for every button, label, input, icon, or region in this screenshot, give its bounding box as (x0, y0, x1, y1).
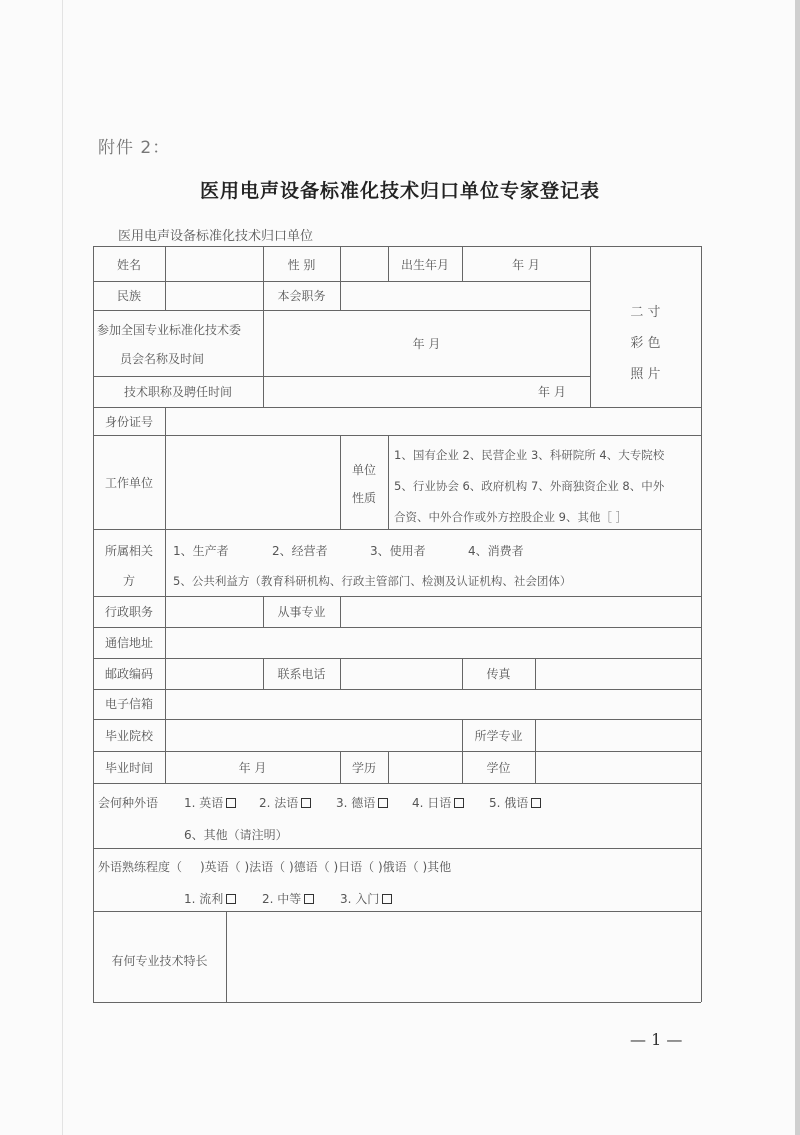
german-checkbox[interactable] (378, 798, 388, 808)
graduation-time-value: 年 月 (238, 761, 267, 775)
unit-nature-options-line2: 5、行业协会 6、政府机构 7、外商独资企业 8、中外 (394, 479, 665, 493)
level-beginner (340, 892, 392, 906)
committee-label-line1: 参加全国专业标准化技术委 (97, 323, 242, 337)
language-german-text: 3. 德语 (336, 796, 376, 810)
page-number: — 1 — (630, 1030, 683, 1049)
language-japanese (412, 796, 464, 810)
organization-name: 医用电声设备标准化技术归口单位 (118, 229, 314, 244)
degree-label: 学位 (486, 761, 511, 775)
committee-label-line2: 员会名称及时间 (120, 352, 205, 366)
grid-line (93, 719, 701, 720)
tech-title-label: 技术职称及聘任时间 (123, 385, 232, 399)
language-other: 6、其他（请注明） (184, 828, 288, 842)
grid-line (263, 310, 264, 407)
grid-line (165, 529, 166, 596)
grid-line (93, 658, 701, 659)
grid-line (93, 281, 590, 282)
level-beginner-text: 3. 入门 (340, 892, 380, 906)
languages-label: 会何种外语 (98, 796, 159, 810)
birth-date-label: 出生年月 (400, 258, 449, 272)
grid-line (93, 689, 701, 690)
japanese-checkbox[interactable] (454, 798, 464, 808)
grid-line (535, 719, 536, 751)
grid-line (93, 246, 701, 247)
stakeholder-option-distributor: 2、经营者 (272, 544, 328, 558)
specialty-label: 从事专业 (277, 605, 326, 619)
grid-line (165, 719, 166, 751)
unit-nature-options-line1: 1、国有企业 2、民营企业 3、科研院所 4、大专院校 (394, 448, 665, 462)
stakeholder-option-user: 3、使用者 (370, 544, 426, 558)
proficiency-languages: )英语（ )法语（ )德语（ )日语（ )俄语（ )其他 (200, 860, 452, 874)
unit-nature-options-line3: 合资、中外合作或外方控股企业 9、其他［ ］ (394, 510, 628, 524)
unit-nature-label-line1: 单位 (351, 463, 376, 477)
grid-line (165, 407, 166, 435)
photo-placeholder-line1: 二 寸 (630, 305, 661, 320)
grid-line (165, 435, 166, 529)
grid-line (340, 596, 341, 627)
grid-line (340, 435, 341, 529)
form-title: 医用电声设备标准化技术归口单位专家登记表 (199, 180, 600, 202)
language-english-text: 1. 英语 (184, 796, 224, 810)
fax-label: 传真 (486, 667, 511, 681)
grid-line (93, 911, 701, 912)
id-number-label: 身份证号 (104, 415, 153, 429)
phone-label: 联系电话 (277, 667, 326, 681)
grid-line (93, 751, 701, 752)
grid-line (93, 848, 701, 849)
address-label: 通信地址 (104, 636, 153, 650)
committee-date-value: 年 月 (412, 337, 441, 351)
language-french-text: 2. 法语 (259, 796, 299, 810)
stakeholder-label-line1: 所属相关 (104, 544, 153, 558)
stakeholder-label-line2: 方 (122, 574, 135, 588)
admin-post-label: 行政职务 (104, 605, 153, 619)
grid-line (93, 529, 701, 530)
work-unit-label: 工作单位 (104, 476, 153, 490)
grid-line (93, 376, 590, 377)
grid-line (165, 627, 166, 658)
education-label: 学历 (351, 761, 376, 775)
grid-line (535, 751, 536, 783)
grid-line (93, 627, 701, 628)
major-label: 所学专业 (474, 729, 523, 743)
grid-line (93, 310, 590, 311)
name-label: 姓名 (116, 258, 141, 272)
stakeholder-option-public: 5、公共利益方（教育科研机构、行政主管部门、检测及认证机构、社会团体） (173, 574, 572, 588)
level-fluent-text: 1. 流利 (184, 892, 224, 906)
language-german (336, 796, 388, 810)
gender-label: 性 别 (287, 258, 316, 272)
grid-line (340, 246, 341, 310)
grid-line (93, 435, 701, 436)
grid-line (535, 658, 536, 689)
expertise-label: 有何专业技术特长 (111, 954, 208, 968)
stakeholder-option-consumer: 4、消费者 (468, 544, 524, 558)
grid-line (388, 751, 389, 783)
grid-line (226, 911, 227, 1002)
english-checkbox[interactable] (226, 798, 236, 808)
unit-nature-label-line2: 性质 (351, 491, 376, 505)
postcode-label: 邮政编码 (104, 667, 153, 681)
stakeholder-option-producer: 1、生产者 (173, 544, 229, 558)
grid-line (388, 435, 389, 529)
grid-line (93, 783, 701, 784)
language-english (184, 796, 236, 810)
birth-date-value: 年 月 (512, 258, 540, 272)
association-position-label: 本会职务 (277, 289, 326, 303)
medium-checkbox[interactable] (304, 894, 314, 904)
page-edge (795, 0, 800, 1135)
graduation-time-label: 毕业时间 (104, 761, 153, 775)
grid-line (93, 1002, 701, 1003)
page-margin-line (62, 0, 63, 1135)
email-label: 电子信箱 (104, 697, 153, 711)
grid-line (165, 689, 166, 719)
french-checkbox[interactable] (301, 798, 311, 808)
language-russian (489, 796, 541, 810)
grid-line (701, 246, 702, 1002)
language-japanese-text: 4. 日语 (412, 796, 452, 810)
russian-checkbox[interactable] (531, 798, 541, 808)
ethnicity-label: 民族 (116, 289, 141, 303)
grid-line (93, 407, 701, 408)
level-medium (262, 892, 314, 906)
grid-line (165, 596, 166, 627)
grid-line (93, 596, 701, 597)
grid-line (340, 658, 341, 689)
school-label: 毕业院校 (104, 729, 153, 743)
tech-title-date: 年 月 (538, 385, 566, 399)
language-russian-text: 5. 俄语 (489, 796, 529, 810)
proficiency-label: 外语熟练程度（ (98, 860, 183, 874)
level-medium-text: 2. 中等 (262, 892, 302, 906)
beginner-checkbox[interactable] (382, 894, 392, 904)
level-fluent (184, 892, 236, 906)
fluent-checkbox[interactable] (226, 894, 236, 904)
photo-placeholder-line2: 彩 色 (630, 336, 661, 351)
grid-line (165, 246, 166, 310)
grid-line (590, 246, 591, 407)
attachment-label: 附件 2： (98, 138, 171, 158)
grid-line (93, 246, 94, 1002)
photo-placeholder-line3: 照 片 (630, 367, 661, 382)
grid-line (165, 658, 166, 689)
language-french (259, 796, 311, 810)
